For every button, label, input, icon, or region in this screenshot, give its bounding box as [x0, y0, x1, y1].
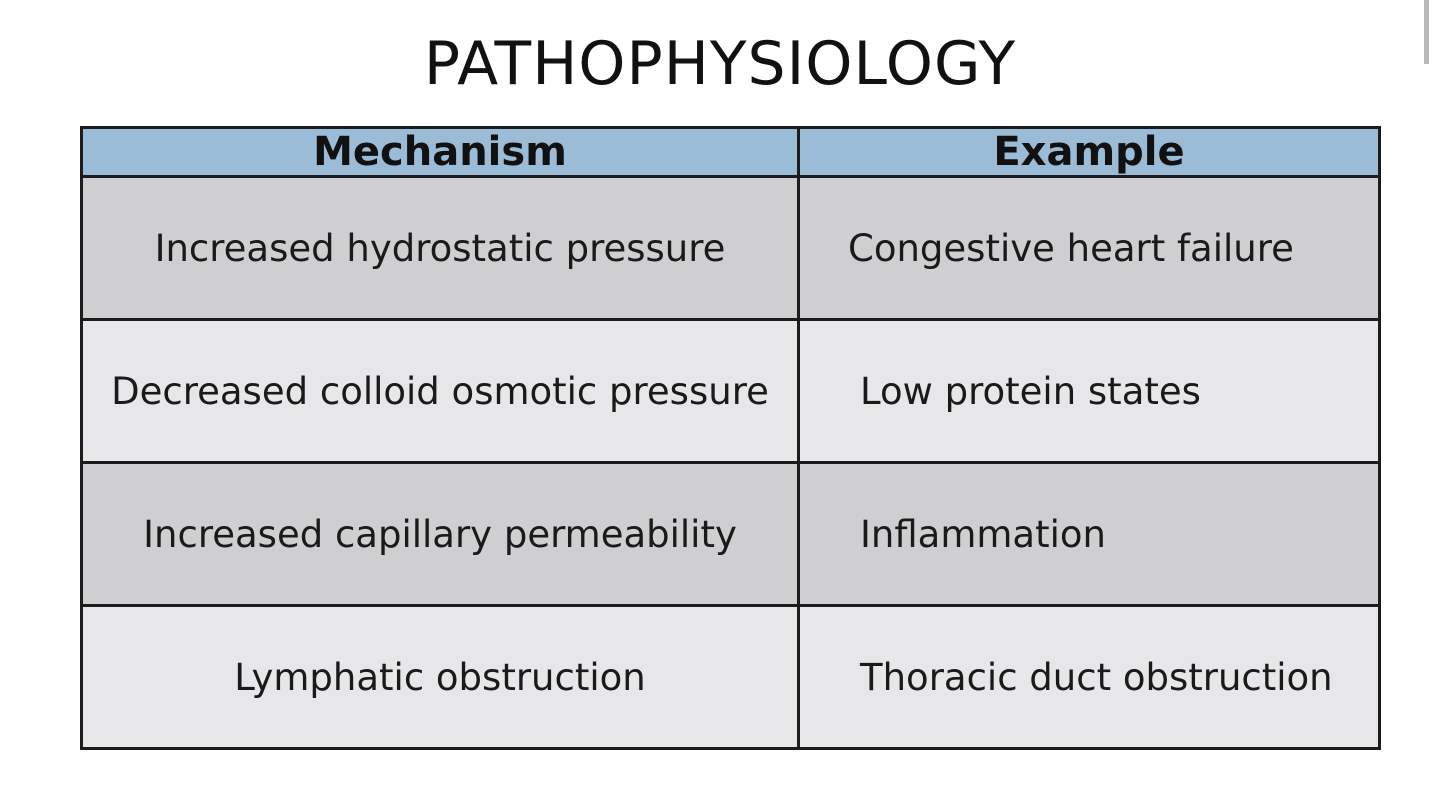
example-cell: Inflammation	[799, 463, 1380, 606]
mechanism-cell: Increased capillary permeability	[82, 463, 799, 606]
mechanism-cell: Decreased colloid osmotic pressure	[82, 320, 799, 463]
table-row	[82, 463, 1380, 606]
pathophysiology-table	[80, 126, 1381, 750]
table-header-row	[82, 128, 1380, 177]
column-header-example: Example	[799, 128, 1380, 177]
mechanism-cell: Increased hydrostatic pressure	[82, 177, 799, 320]
example-cell: Thoracic duct obstruction	[799, 606, 1380, 749]
page-title: PATHOPHYSIOLOGY	[423, 29, 1017, 99]
mechanism-cell: Lymphatic obstruction	[82, 606, 799, 749]
table-row	[82, 606, 1380, 749]
column-header-mechanism: Mechanism	[82, 128, 799, 177]
example-cell: Congestive heart failure	[799, 177, 1380, 320]
table-row	[82, 177, 1380, 320]
table-row	[82, 320, 1380, 463]
example-cell: Low protein states	[799, 320, 1380, 463]
